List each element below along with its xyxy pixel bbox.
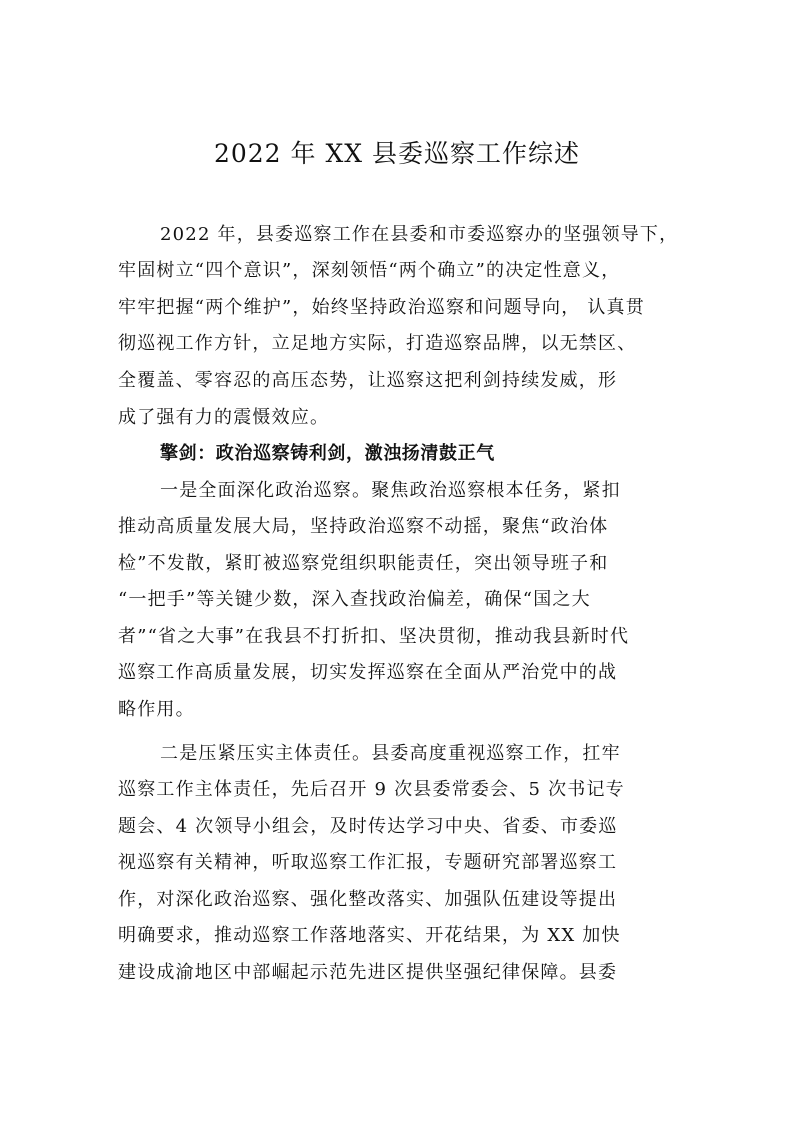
paragraph-line: 作，对深化政治巡察、强化整改落实、加强队伍建设等提出 [118,889,618,910]
paragraph-line: 建设成渝地区中部崛起示范先进区提供坚强纪律保障。县委 [118,962,618,983]
paragraph-line: 者”“省之大事”在我县不打折扣、坚决贯彻，推动我县新时代 [118,626,630,647]
paragraph-line: 巡察工作高质量发展，切实发挥巡察在全面从严治党中的战 [118,662,618,683]
paragraph-line: 略作用。 [118,699,195,720]
paragraph-line: 牢固树立“四个意识”，深刻领悟“两个确立”的决定性意义， [118,260,621,281]
paragraph-line: 题会、4 次领导小组会，及时传达学习中央、省委、市委巡 [118,816,618,837]
paragraph-line: 牢牢把握“两个维护”，始终坚持政治巡察和问题导向， 认真贯 [118,297,645,318]
paragraph-line: 全覆盖、零容忍的高压态势，让巡察这把利剑持续发威，形 [118,370,618,391]
paragraph-line: 视巡察有关精神，听取巡察工作汇报，专题研究部署巡察工 [118,852,618,873]
paragraph-line: 彻巡视工作方针，立足地方实际，打造巡察品牌，以无禁区、 [118,333,637,354]
paragraph-line: “一把手”等关键少数，深入查找政治偏差，确保“国之大 [118,589,591,610]
paragraph-line: 一是全面深化政治巡察。聚焦政治巡察根本任务，紧扣 [160,480,621,501]
paragraph-line: 成了强有力的震慑效应。 [118,407,330,428]
paragraph-line: 二是压紧压实主体责任。县委高度重视巡察工作，扛牢 [160,743,621,764]
paragraph-line: 推动高质量发展大局，坚持政治巡察不动摇，聚焦“政治体 [118,516,609,537]
section-heading: 擎剑：政治巡察铸利剑，激浊扬清鼓正气 [160,443,495,464]
document-title: 2022 年 XX 县委巡察工作综述 [213,139,581,168]
paragraph-line: 检”不发散，紧盯被巡察党组织职能责任，突出领导班子和 [118,553,609,574]
paragraph-line: 2022 年，县委巡察工作在县委和市委巡察办的坚强领导下， [160,224,679,245]
paragraph-line: 巡察工作主体责任，先后召开 9 次县委常委会、5 次书记专 [118,779,625,800]
paragraph-line: 明确要求，推动巡察工作落地落实、开花结果，为 XX 加快 [118,925,621,946]
